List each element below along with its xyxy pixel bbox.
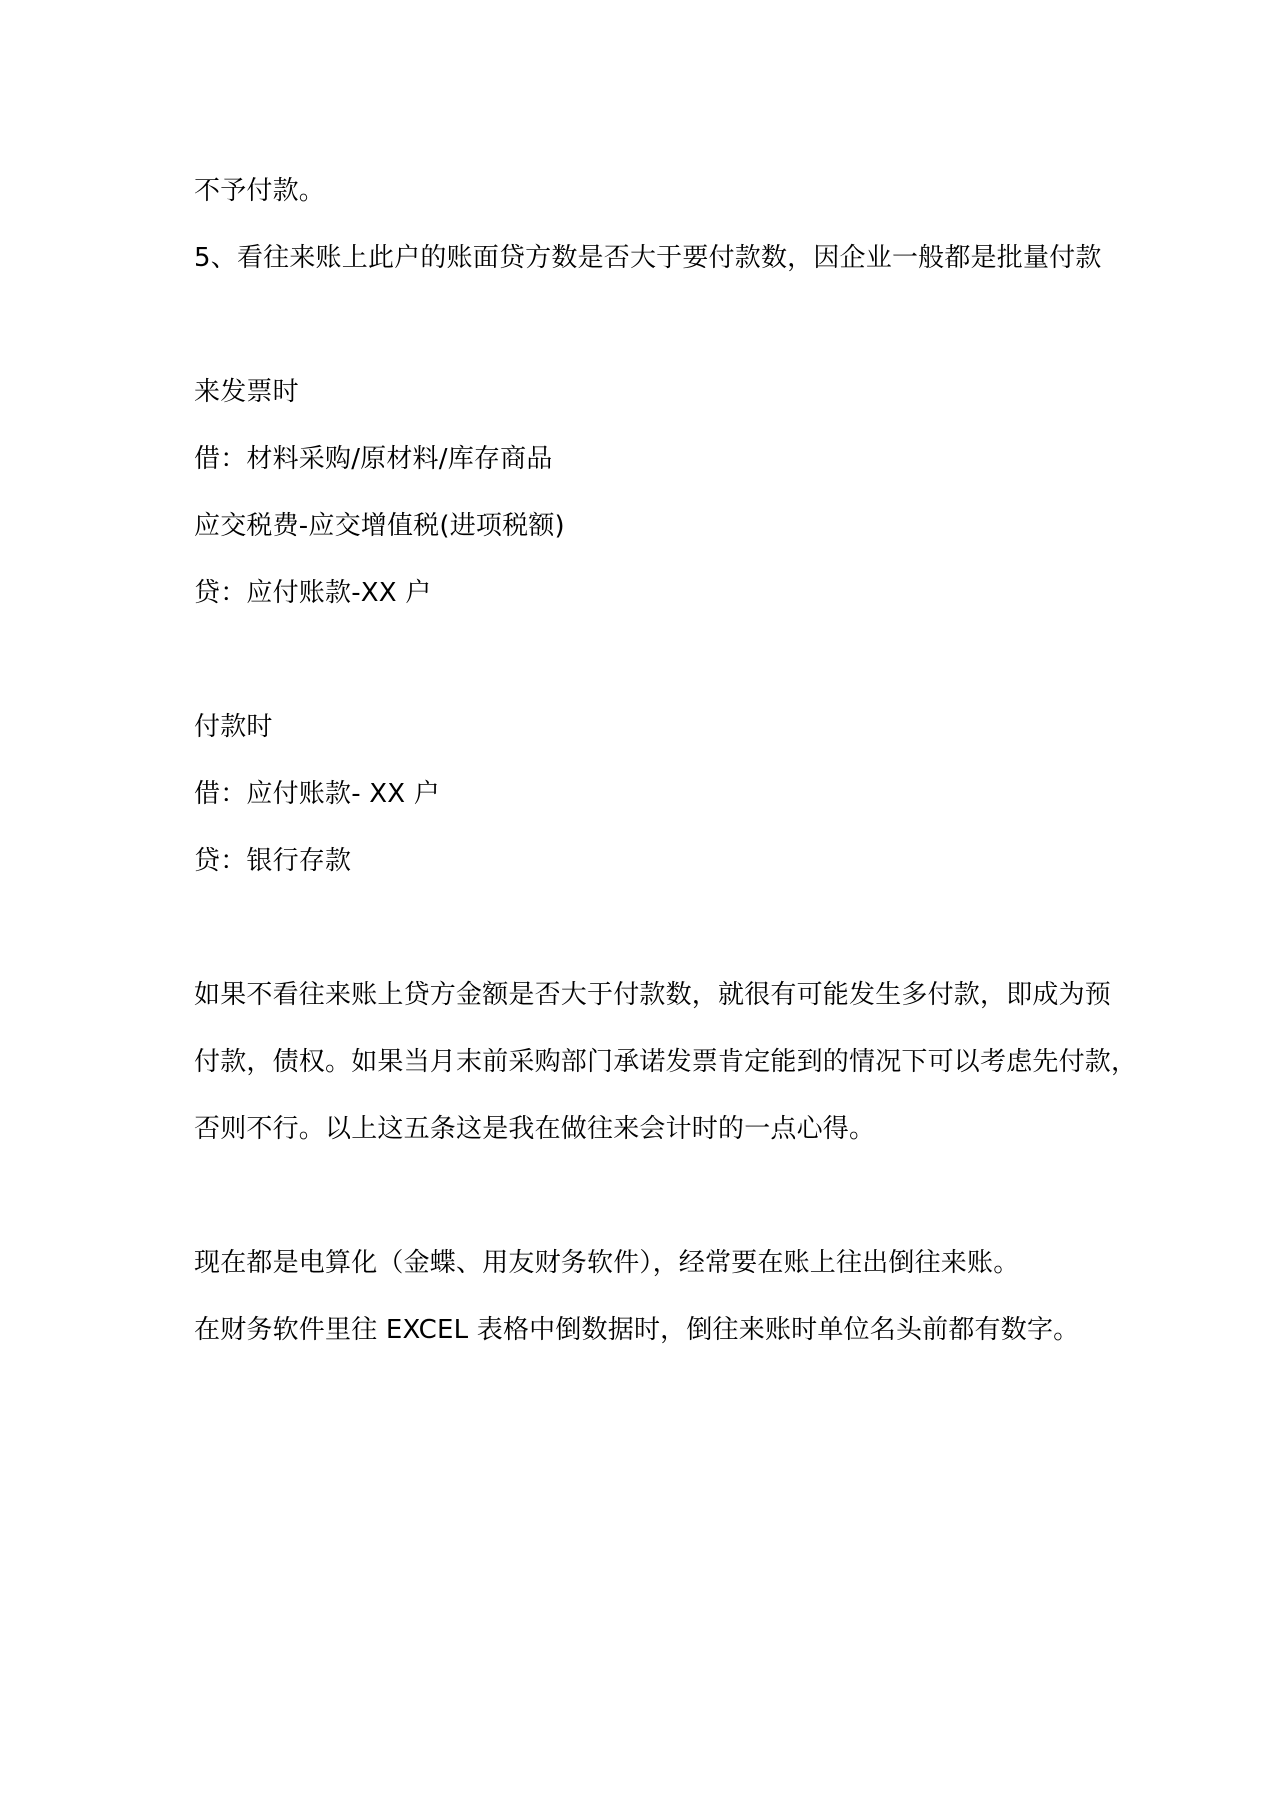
text-line-12: 否则不行。以上这五条这是我在做往来会计时的一点心得。 — [194, 1114, 876, 1144]
text-line-4: 借：材料采购/原材料/库存商品 — [194, 444, 553, 474]
text-line-6: 贷：应付账款-XX 户 — [194, 578, 432, 608]
text-line-14: 在财务软件里往 EXCEL 表格中倒数据时，倒往来账时单位名头前都有数字。 — [194, 1315, 1080, 1345]
text-line-11: 付款，债权。如果当月末前采购部门承诺发票肯定能到的情况下可以考虑先付款， — [194, 1047, 1138, 1077]
text-line-7: 付款时 — [194, 712, 273, 742]
text-line-10: 如果不看往来账上贷方金额是否大于付款数，就很有可能发生多付款，即成为预 — [194, 980, 1112, 1010]
text-line-1: 不予付款。 — [194, 176, 326, 206]
text-line-5: 应交税费-应交增值税(进项税额) — [194, 511, 565, 541]
text-line-9: 贷：银行存款 — [194, 846, 352, 876]
text-line-3: 来发票时 — [194, 377, 299, 407]
text-line-13: 现在都是电算化（金蝶、用友财务软件），经常要在账上往出倒往来账。 — [194, 1248, 1020, 1278]
text-line-8: 借：应付账款- XX 户 — [194, 779, 440, 809]
text-line-2: 5、看往来账上此户的账面贷方数是否大于要付款数，因企业一般都是批量付款 — [194, 243, 1102, 273]
